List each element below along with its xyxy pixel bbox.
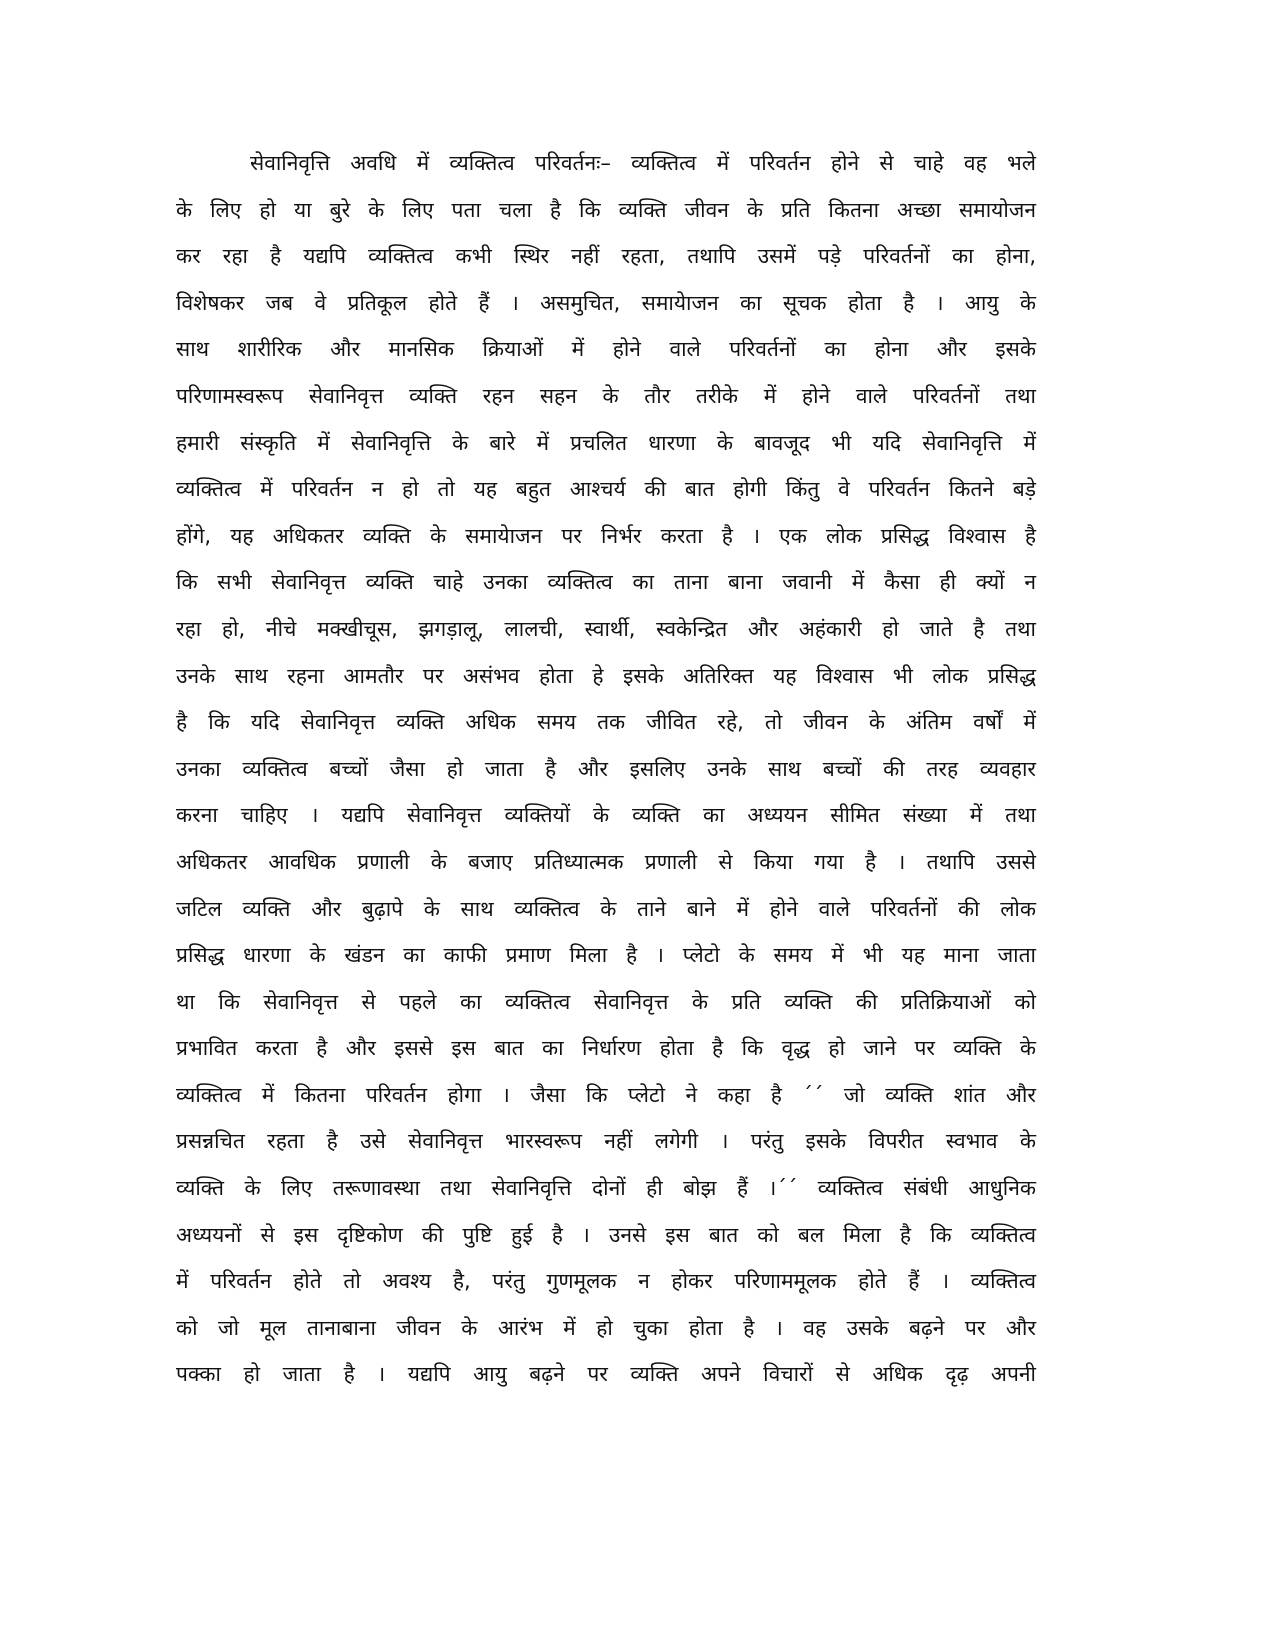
- paragraph-line: व्यक्तित्व में कितना परिवर्तन होगा । जैसा कि प्लेटो ने कहा है ´´ जो व्यक्ति शांत और: [176, 1082, 1036, 1107]
- paragraph-line: के लिए हो या बुरे के लिए पता चला है कि व्यक्ति जीवन के प्रति कितना अच्छा समायोजन: [176, 197, 1036, 222]
- paragraph-line: को जो मूल तानाबाना जीवन के आरंभ में हो चुका होता है । वह उसके बढ़ने पर और: [176, 1315, 1036, 1340]
- paragraph-line: व्यक्तित्व में परिवर्तन न हो तो यह बहुत आश्चर्य की बात होगी किंतु वे परिवर्तन कितने बड़े: [176, 477, 1036, 502]
- paragraph-line: जटिल व्यक्ति और बुढ़ापे के साथ व्यक्तित्व के ताने बाने में होने वाले परिवर्तनों की लोक: [176, 896, 1036, 921]
- paragraph-line: हमारी संस्कृति में सेवानिवृत्ति के बारे में प्रचलित धारणा के बावजूद भी यदि सेवानिवृत्ति में: [176, 430, 1036, 455]
- paragraph-line: उनका व्यक्तित्व बच्चों जैसा हो जाता है और इसलिए उनके साथ बच्चों की तरह व्यवहार: [176, 756, 1036, 781]
- paragraph-line: परिणामस्वरूप सेवानिवृत्त व्यक्ति रहन सहन के तौर तरीके में होने वाले परिवर्तनों तथा: [176, 383, 1036, 408]
- paragraph-line: प्रभावित करता है और इससे इस बात का निर्धारण होता है कि वृद्ध हो जाने पर व्यक्ति के: [176, 1036, 1036, 1061]
- paragraph-line: होंगे, यह अधिकतर व्यक्ति के समायेाजन पर निर्भर करता है । एक लोक प्रसिद्ध विश्वास है: [176, 523, 1036, 548]
- body-paragraph: [176, 140, 1036, 1398]
- paragraph-line: रहा हो, नीचे मक्खीचूस, झगड़ालू, लालची, स्वार्थी, स्वकेन्द्रित और अहंकारी हो जाते है तथा: [176, 616, 1036, 641]
- paragraph-line: विशेषकर जब वे प्रतिकूल होते हैं । असमुचित, समायेाजन का सूचक होता है । आयु के: [176, 290, 1036, 315]
- paragraph-line: था कि सेवानिवृत्त से पहले का व्यक्तित्व सेवानिवृत्त के प्रति व्यक्ति की प्रतिक्रियाओं को: [176, 989, 1036, 1014]
- paragraph-line: प्रसन्नचित रहता है उसे सेवानिवृत्त भारस्वरूप नहीं लगेगी । परंतु इसके विपरीत स्वभाव के: [176, 1129, 1036, 1154]
- paragraph-line: उनके साथ रहना आमतौर पर असंभव होता हे इसके अतिरिक्त यह विश्वास भी लोक प्रसिद्ध: [176, 663, 1036, 688]
- paragraph-line: कर रहा है यद्यपि व्यक्तित्व कभी स्थिर नहीं रहता, तथापि उसमें पड़े परिवर्तनों का होना,: [176, 244, 1036, 269]
- paragraph-line: साथ शारीरिक और मानसिक क्रियाओं में होने वाले परिवर्तनों का होना और इसके: [176, 337, 1036, 362]
- paragraph-line: प्रसिद्ध धारणा के खंडन का काफी प्रमाण मिला है । प्लेटो के समय में भी यह माना जाता: [176, 943, 1036, 968]
- paragraph-line: अधिकतर आवधिक प्रणाली के बजाए प्रतिध्यात्मक प्रणाली से किया गया है । तथापि उससे: [176, 849, 1036, 874]
- paragraph-line: कि सभी सेवानिवृत्त व्यक्ति चाहे उनका व्यक्तित्व का ताना बाना जवानी में कैसा ही क्यों न: [176, 570, 1036, 595]
- paragraph-line: है कि यदि सेवानिवृत्त व्यक्ति अधिक समय तक जीवित रहे, तो जीवन के अंतिम वर्षों में: [176, 710, 1036, 735]
- paragraph-line: में परिवर्तन होते तो अवश्य है, परंतु गुणमूलक न होकर परिणाममूलक होते हैं । व्यक्तित्व: [176, 1269, 1036, 1294]
- paragraph-line: पक्का हो जाता है । यद्यपि आयु बढ़ने पर व्यक्ति अपने विचारों से अधिक दृढ़ अपनी: [176, 1362, 1036, 1387]
- paragraph-line: करना चाहिए । यद्यपि सेवानिवृत्त व्यक्तियों के व्यक्ति का अध्ययन सीमित संख्या में तथा: [176, 803, 1036, 828]
- paragraph-line: व्यक्ति के लिए तरूणावस्था तथा सेवानिवृत्ति दोनों ही बोझ हैं ।´´ व्यक्तित्व संबंधी आधुनिक: [176, 1176, 1036, 1201]
- paragraph-line: सेवानिवृत्ति अवधि में व्यक्तित्व परिवर्तनः– व्यक्तित्व में परिवर्तन होने से चाहे वह भले: [250, 151, 1036, 175]
- paragraph-line: अध्ययनों से इस दृष्टिकोण की पुष्टि हुई है । उनसे इस बात को बल मिला है कि व्यक्तित्व: [176, 1222, 1036, 1247]
